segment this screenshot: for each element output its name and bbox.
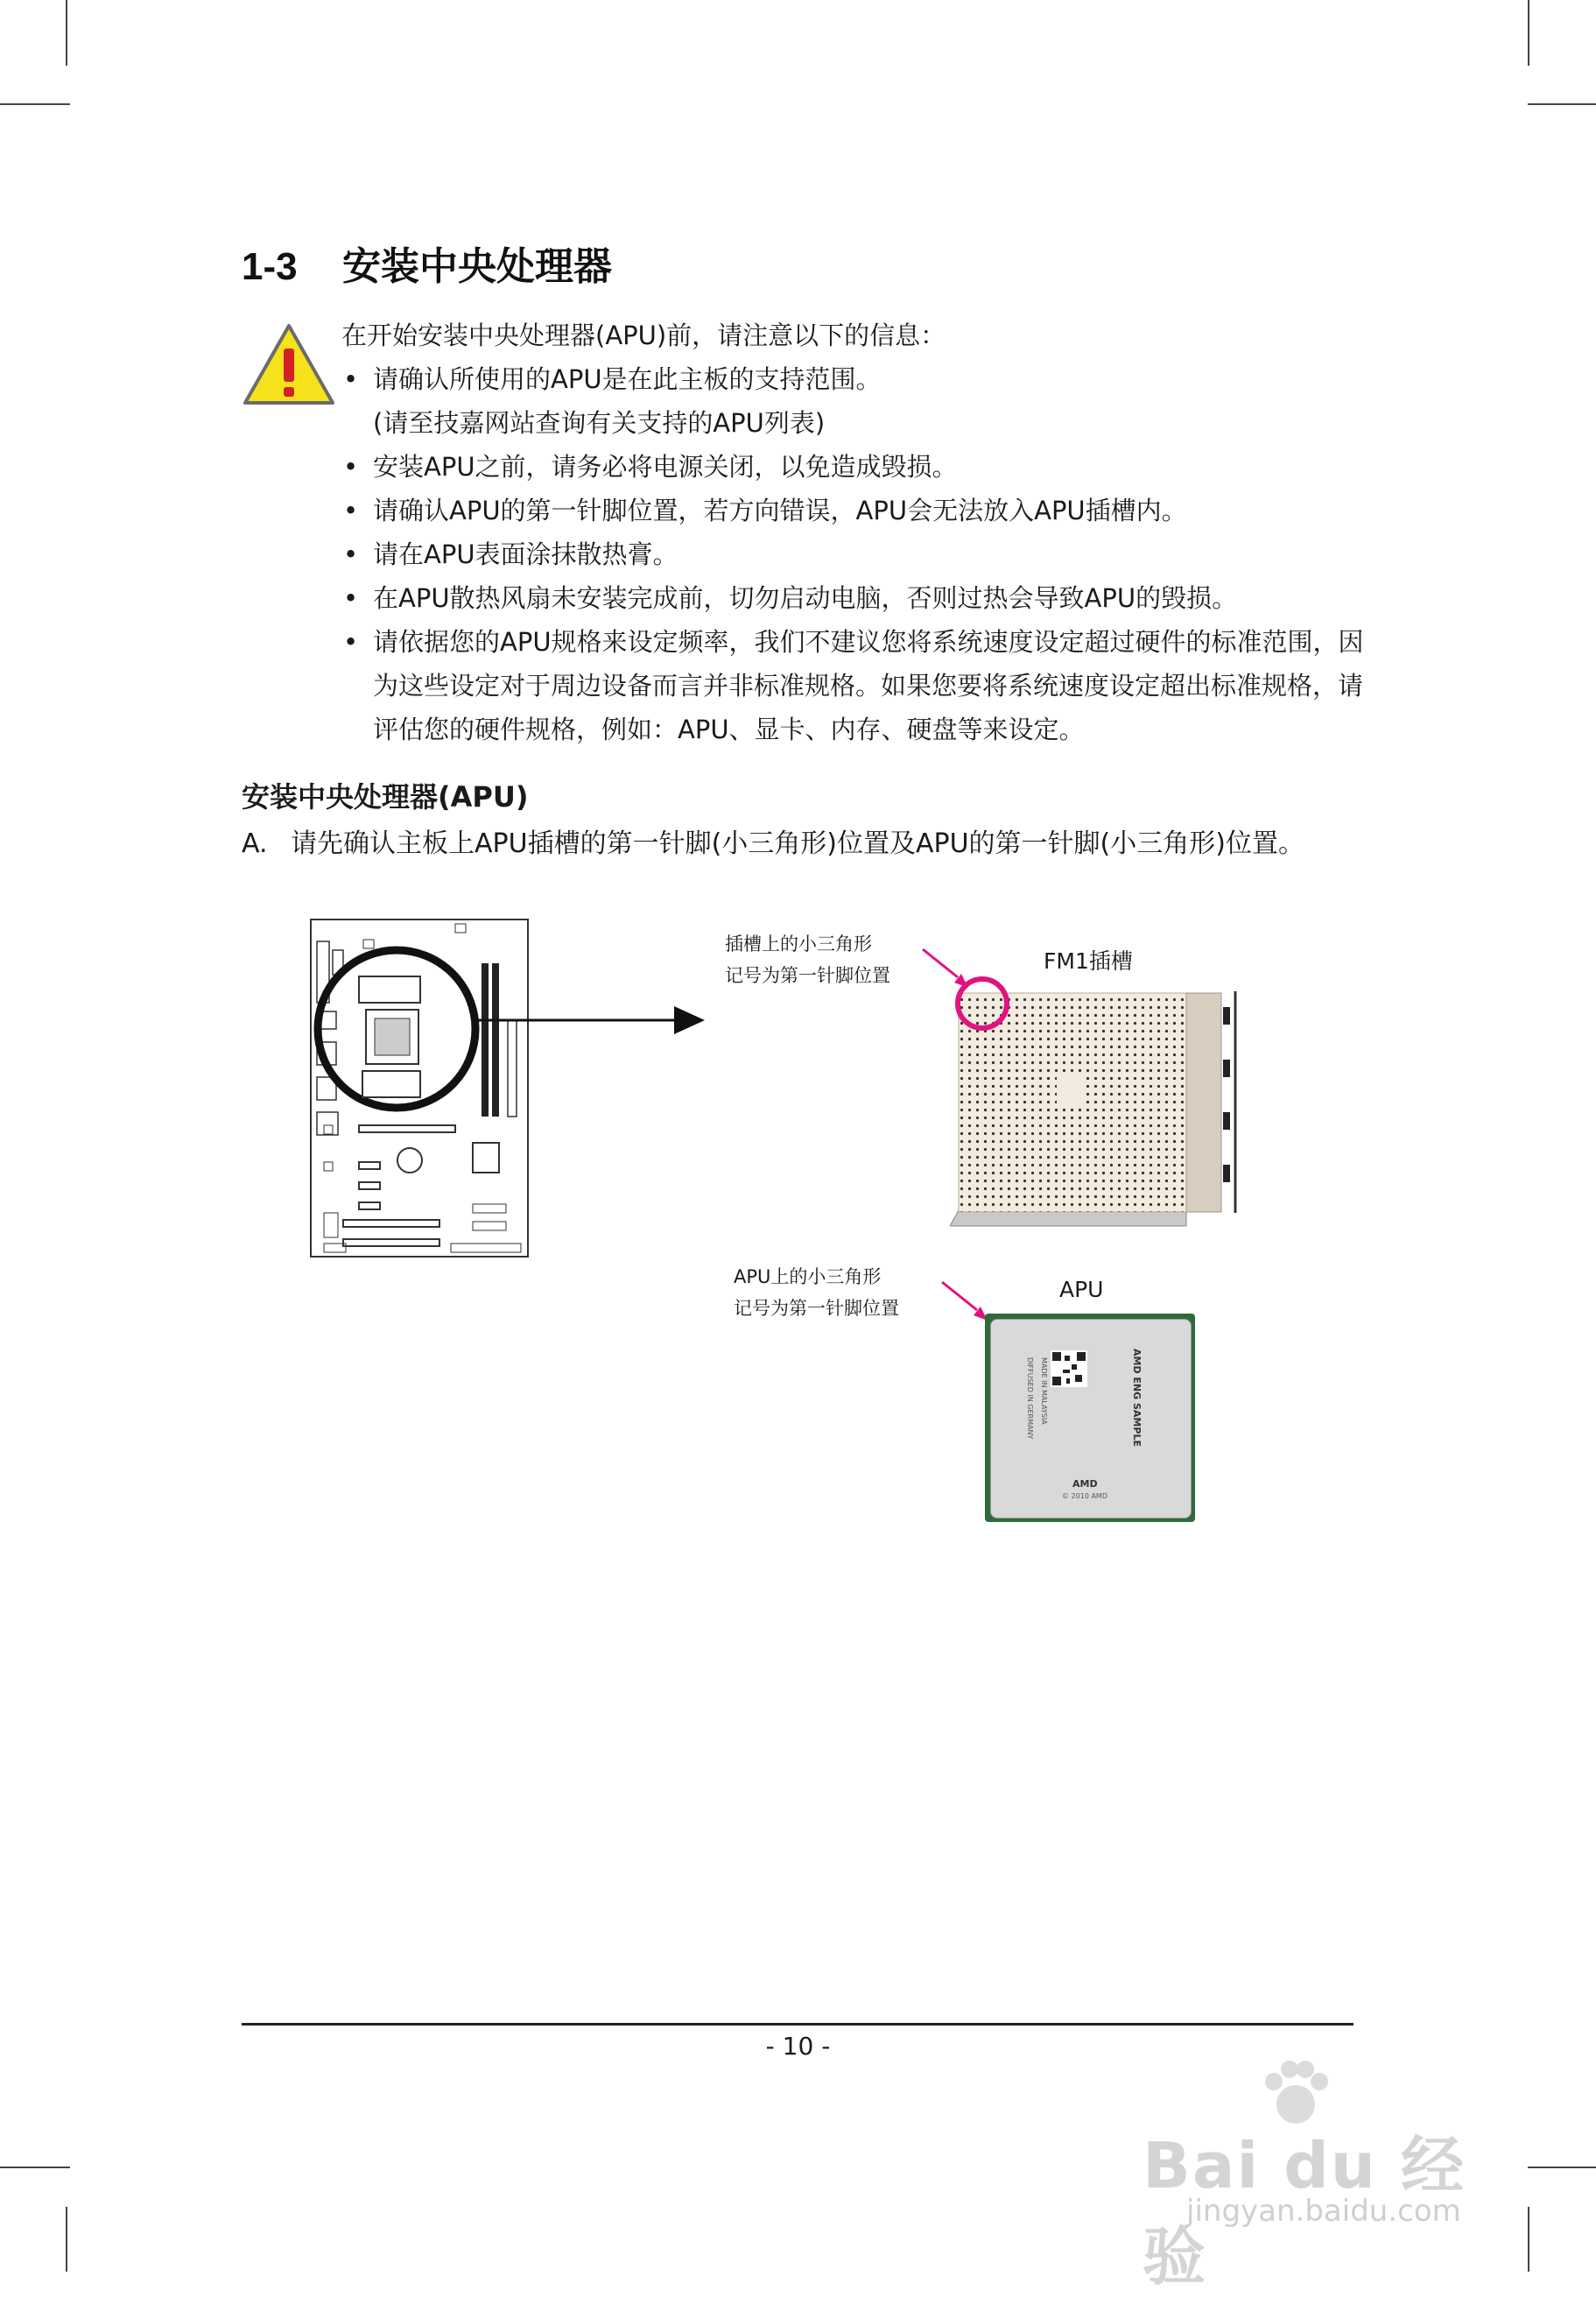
socket-image	[950, 972, 1248, 1235]
amd-logo: AMD	[1072, 1478, 1098, 1490]
crop-mark	[66, 2207, 67, 2272]
crop-mark	[1528, 2167, 1596, 2168]
page-number: - 10 -	[765, 2032, 831, 2061]
crop-mark	[66, 0, 67, 66]
warning-notes	[341, 314, 1375, 751]
apu-callout: APU上的小三角形 记号为第一针脚位置	[734, 1266, 899, 1319]
apu-chip	[985, 1314, 1195, 1522]
list-item: • 请确认APU的第一针脚位置，若方向错误，APU会无法放入APU插槽内。	[341, 489, 1375, 532]
watermark-logo: Bai du 经验	[1143, 2129, 1466, 2293]
list-item: • 在APU散热风扇未安装完成前，切勿启动电脑，否则过热会导致APU的毁损。	[341, 576, 1375, 620]
crop-mark	[0, 103, 70, 105]
watermark-url: jingyan.baidu.com	[1186, 2194, 1461, 2229]
list-item: • 请依据您的APU规格来设定频率，我们不建议您将系统速度设定超过硬件的标准范围，因为这些设定对于周边设备而言并非标准规格。如果您要将系统速度设定超出标准规格，请评估您的硬件规格，例如：APU、显卡、内存、硬盘等来设定。	[341, 620, 1375, 751]
crop-mark	[1528, 103, 1596, 105]
install-heading: 安装中央处理器(APU)	[242, 780, 529, 814]
apu-label: APU	[1059, 1277, 1104, 1302]
chip-copyright: © 2010 AMD	[1062, 1492, 1107, 1500]
callout-arrow-icon	[939, 1279, 991, 1322]
chip-text: MADE IN MALAYSIA	[1040, 1357, 1048, 1425]
footer-rule	[242, 2023, 1353, 2026]
socket-callout: 插槽上的小三角形 记号为第一针脚位置	[725, 934, 890, 986]
list-item: • 请在APU表面涂抹散热膏。	[341, 532, 1375, 576]
notes-intro: 在开始安装中央处理器(APU)前，请注意以下的信息：	[341, 321, 946, 350]
socket-label: FM1插槽	[1044, 948, 1133, 974]
notes-list	[341, 357, 1375, 751]
crop-mark	[1528, 0, 1529, 66]
list-item: • 请确认所使用的APU是在此主板的支持范围。 (请至技嘉网站查询有关支持的APU列表)	[341, 357, 1375, 445]
section-number: 1-3	[242, 245, 298, 288]
crop-mark	[1528, 2207, 1529, 2272]
section-heading	[242, 235, 612, 291]
list-item: • 安装APU之前，请务必将电源关闭，以免造成毁损。	[341, 445, 1375, 489]
crop-mark	[0, 2167, 70, 2168]
chip-text: DIFFUSED IN GERMANY	[1026, 1357, 1034, 1440]
step-text: 请先确认主板上APU插槽的第一针脚(小三角形)位置及APU的第一针脚(小三角形)位置。	[291, 828, 1304, 859]
notes-subline: (请至技嘉网站查询有关支持的APU列表)	[373, 408, 826, 438]
warning-icon	[242, 322, 336, 406]
watermark	[1107, 2054, 1510, 2293]
qr-code-icon	[1051, 1350, 1087, 1387]
step-letter: A.	[242, 828, 268, 859]
step-a	[242, 821, 1304, 860]
chip-text: AMD ENG SAMPLE	[1131, 1349, 1143, 1447]
section-title: 安装中央处理器	[342, 244, 612, 289]
motherboard-diagram	[306, 915, 709, 1265]
